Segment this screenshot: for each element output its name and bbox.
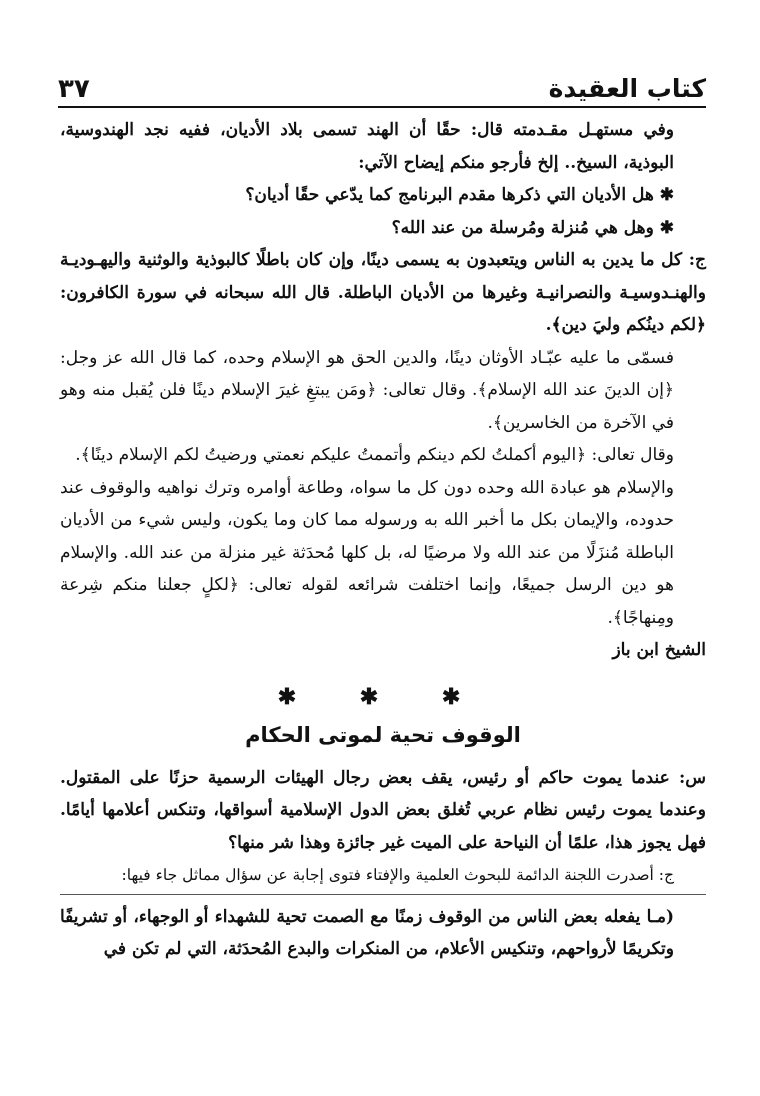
question-paragraph: س: عندما يموت حاكم أو رئيس، يقف بعض رجال الهيئات الرسمية حزنًا على المقتول. وعندما يموت رئيس نظام عربي تُغلق بعض الدول الإسلامية أسواقها، وتنكس أعلامها أيامًا. فهل يجوز هذا، علمًا أن النياحة على الميت غير جائزة وهذا شر منها؟ xyxy=(60,767,706,853)
paragraph-4: والإسلام هو عبادة الله وحده دون كل ما سواه، وطاعة أوامره وترك نواهيه والوقوف عند حدوده، والإيمان بكل ما أخبر الله به ورسوله مما كان وما يكون، وليس شيء من الأديان الباطلة مُنزَلًا من عند الله ولا مرضيًا له، بل كلها مُحدَثة غير منزلة من عند الله. والإسلام هو دين الرسل جميعًا، وإنما اختلفت شرائعه لقوله تعالى: ﴿لكلٍ جعلنا منكم شِرعة ومِنهاجًا﴾. xyxy=(60,477,674,628)
section-separator: ✱ ✱ ✱ xyxy=(277,683,489,710)
page-body xyxy=(60,114,706,966)
paragraph-3: وقال تعالى: ﴿اليوم أكملتُ لكم دينكم وأتممتُ عليكم نعمتي ورضيتُ لكم الإسلام دينًا﴾. xyxy=(75,445,674,465)
paragraph-2: فسمّى ما عليه عبّـاد الأوثان دينًا، والدين الحق هو الإسلام وحده، كما قال الله عز وجل: ﴿إن الدينَ عند الله الإسلام﴾. وقال تعالى: ﴿ومَن يبتغِ غيرَ الإسلام دينًا فلن يُقبل منه وهو في الآخرة من الخاسرين﴾. xyxy=(60,347,674,433)
question-item-2: ✱ وهل هي مُنزلة ومُرسلة من عند الله؟ xyxy=(391,217,674,238)
book-title: كتاب العقيدة xyxy=(548,74,706,103)
page-number: ٣٧ xyxy=(58,74,90,104)
question-item-1: ✱ هل الأديان التي ذكرها مقدم البرنامج كما يدّعي حقًا أديان؟ xyxy=(245,185,674,205)
page-header xyxy=(58,66,706,108)
intro-paragraph: وفي مستهـل مقـدمته قال: حقًا أن الهند تسمى بلاد الأديان، ففيه نجد الهندوسية، البوذية، السيخ.. إلخ فأرجو منكم إيضاح الآتي: xyxy=(60,120,674,173)
section-heading: الوقوف تحية لموتى الحكام xyxy=(245,723,521,747)
fatwa-quote: (مـا يفعله بعض الناس من الوقوف زمنًا مع الصمت تحية للشهداء أو الوجهاء، أو تشريفًا وتكريمًا لأرواحهم، وتنكيس الأعلام، من المنكرات والبدع المُحدَثة، التي لم تكن في xyxy=(60,906,674,959)
signature: الشيخ ابن باز xyxy=(612,640,706,660)
answer-intro: ج: أصدرت اللجنة الدائمة للبحوث العلمية والإفتاء فتوى إجابة عن سؤال مماثل جاء فيها: xyxy=(121,866,674,884)
answer-paragraph: ج: كل ما يدين به الناس ويتعبدون به يسمى دينًا، وإن كان باطلًا كالبوذية والوثنية واليهـوديـة والهنـدوسيـة والنصرانيـة وغيرها من الأديان الباطلة. قال الله سبحانه في سورة الكافرون: ﴿لكم دينُكم وليَ دين﴾. xyxy=(60,250,706,335)
divider xyxy=(60,894,706,895)
